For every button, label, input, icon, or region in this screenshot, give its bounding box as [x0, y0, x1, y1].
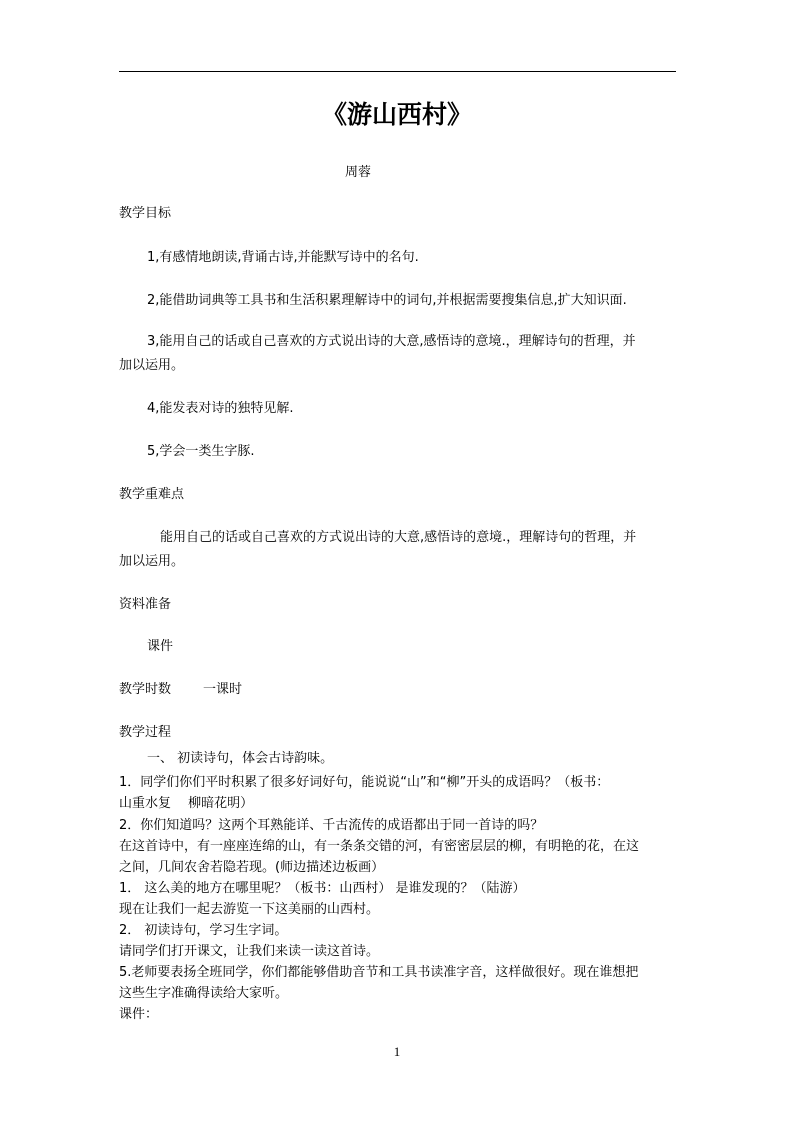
process-line: 课件： — [119, 1007, 159, 1022]
goal-item-5: 5,学会一类生字豚. — [147, 444, 255, 459]
process-line: 1． 这么美的地方在哪里呢？（板书：山西村） 是谁发现的？（陆游） — [119, 881, 526, 896]
difficulty-text: 能用自己的话或自己喜欢的方式说出诗的大意,感悟诗的意境.，理解诗句的哲理，并 — [160, 530, 637, 545]
process-line: 2．你们知道吗？这两个耳熟能详、千古流传的成语都出于同一首诗的吗？ — [119, 818, 544, 833]
process-line: 现在让我们一起去游览一下这美丽的山西村。 — [119, 902, 380, 917]
goal-item-4: 4,能发表对诗的独特见解. — [147, 401, 294, 416]
process-line: 1．同学们你们平时积累了很多好词好句，能说说“山”和“柳”开头的成语吗？（板书： — [119, 775, 610, 790]
goal-item-2: 2,能借助词典等工具书和生活积累理解诗中的词句,并根据需要搜集信息,扩大知识面. — [147, 293, 627, 308]
time-heading: 教学时数 — [119, 682, 172, 697]
goal-item-3: 3,能用自己的话或自己喜欢的方式说出诗的大意,感悟诗的意境.，理解诗句的哲理，并 — [147, 334, 636, 349]
header-rule — [119, 71, 676, 72]
process-line: 这些生字准确得读给大家听。 — [119, 986, 289, 1001]
process-line: 2． 初读诗句，学习生字词。 — [119, 923, 288, 938]
materials-text: 课件 — [147, 639, 174, 654]
goals-heading: 教学目标 — [119, 206, 172, 221]
goal-item-3-cont: 加以运用。 — [119, 358, 185, 373]
materials-heading: 资料准备 — [119, 597, 172, 612]
process-line: 一、 初读诗句，体会古诗韵味。 — [147, 751, 334, 766]
process-line: 5.老师要表扬全班同学，你们都能够借助音节和工具书读准字音，这样做很好。现在谁想把 — [119, 965, 639, 980]
goal-item-1: 1,有感情地朗读,背诵古诗,并能默写诗中的名句. — [147, 250, 419, 265]
process-line: 山重水复 柳暗花明） — [119, 796, 254, 811]
process-line: 请同学们打开课文，让我们来读一读这首诗。 — [119, 944, 380, 959]
difficulty-heading: 教学重难点 — [119, 487, 185, 502]
author-name: 周蓉 — [344, 165, 371, 180]
page-number: 1 — [393, 1044, 401, 1059]
time-value: 一课时 — [203, 682, 243, 697]
process-line: 之间，几间农舍若隐若现。(师边描述边板画） — [119, 860, 385, 875]
process-line: 在这首诗中，有一座座连绵的山，有一条条交错的河，有密密层层的柳，有明艳的花，在这 — [119, 839, 640, 854]
document-title: 《游山西村》 — [321, 100, 472, 129]
difficulty-text-cont: 加以运用。 — [119, 554, 185, 569]
process-heading: 教学过程 — [119, 725, 172, 740]
